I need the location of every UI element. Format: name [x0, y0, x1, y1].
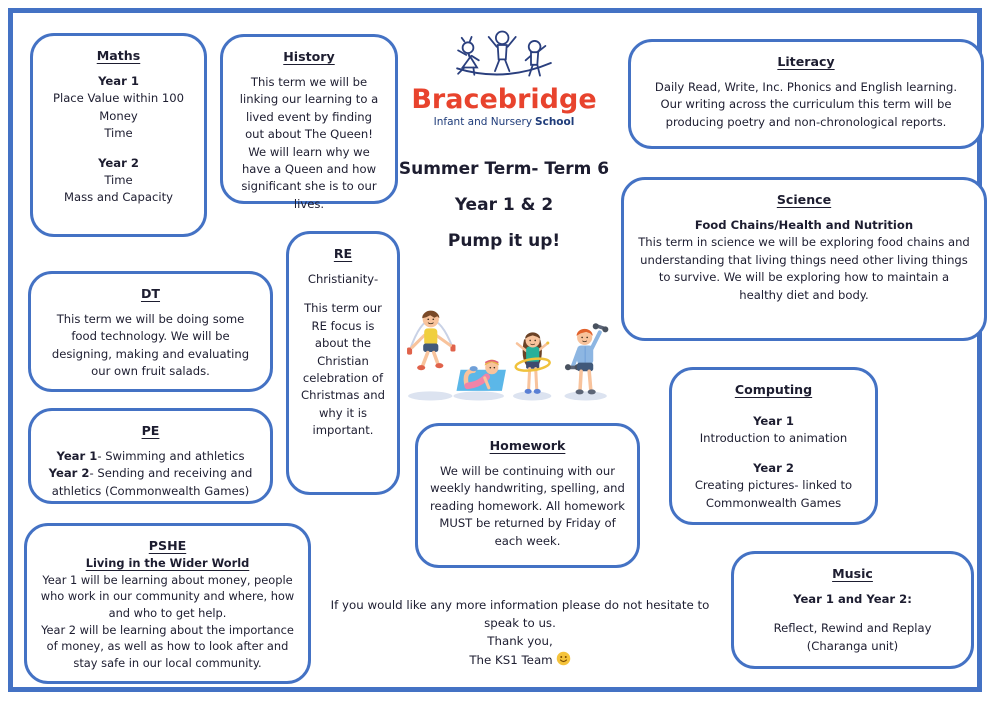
maths-year2-label: Year 2 — [98, 155, 139, 170]
literacy-body: Daily Read, Write, Inc. Phonics and English learning. Our writing across the curriculum this term will be producing poetry and non-chronological reports. — [654, 80, 958, 129]
term-title: Summer Term- Term 6 — [398, 159, 610, 179]
dt-section — [28, 271, 273, 392]
school-name: Bracebridge — [411, 84, 597, 115]
footer-note — [300, 597, 740, 672]
pshe-subtitle: Living in the Wider World — [85, 556, 250, 570]
footer-line-1: If you would like any more information please do not hesitate to — [330, 598, 710, 612]
girl-exercising-on-mat-figure — [456, 360, 505, 391]
footer-signature: The KS1 Team — [469, 652, 553, 667]
literacy-section — [628, 39, 984, 149]
pshe-body-year2: Year 2 will be learning about the importance of money, as well as how to look after and stay safe in our local community. — [41, 622, 294, 670]
science-body-wrap — [636, 217, 972, 304]
school-logo — [398, 26, 610, 128]
boy-skipping-rope-figure — [407, 311, 455, 371]
science-subtitle: Food Chains/Health and Nutrition — [694, 218, 914, 232]
science-body: This term in science we will be exploring food chains and understanding that living things need other living things to survive. We will be exploring how to maintain a healthy diet and body. — [638, 235, 970, 302]
homework-section — [415, 423, 640, 568]
school-subtitle-text: Infant and Nursery — [433, 116, 533, 129]
computing-year2-label: Year 2 — [753, 460, 794, 475]
pe-title: PE — [141, 423, 160, 438]
maths-title: Maths — [96, 48, 141, 63]
music-body-wrap — [746, 591, 959, 655]
literacy-title: Literacy — [777, 54, 835, 69]
maths-body — [45, 73, 192, 207]
computing-year1-text: Introduction to animation — [699, 431, 848, 446]
dt-body: This term we will be doing some food technology. We will be designing, making and evaluating our own fruit salads. — [51, 312, 250, 379]
pe-year1-text: - Swimming and athletics — [97, 449, 245, 463]
music-body: Reflect, Rewind and Replay (Charanga unit) — [773, 621, 932, 653]
pe-body — [43, 448, 258, 500]
computing-year2-text: Creating pictures- linked to Commonwealth Games — [694, 478, 853, 510]
history-title: History — [283, 49, 335, 64]
maths-year2-item: Time — [104, 172, 133, 187]
footer-line-4 — [300, 651, 740, 672]
pshe-body-wrap — [39, 555, 296, 671]
computing-body — [684, 407, 863, 512]
page-title — [368, 159, 640, 267]
pe-year2-label: Year 2 — [48, 466, 90, 481]
music-subtitle: Year 1 and Year 2: — [793, 592, 912, 606]
computing-title: Computing — [734, 382, 813, 397]
maths-year1-item: Time — [104, 126, 133, 141]
homework-title: Homework — [489, 438, 566, 453]
maths-year2-item: Mass and Capacity — [63, 190, 174, 205]
re-body: This term our RE focus is about the Christian celebration of Christmas and why it is important. — [301, 301, 385, 438]
computing-year1-label: Year 1 — [753, 414, 794, 428]
pshe-body-year1: Year 1 will be learning about money, people who work in our community and where, how and who to get help. — [40, 572, 295, 620]
science-title: Science — [776, 192, 832, 207]
music-section — [731, 551, 974, 669]
school-subtitle — [398, 116, 610, 128]
year-group-title: Year 1 & 2 — [454, 195, 554, 215]
children-exercising-illustration — [402, 288, 624, 406]
pshe-section — [24, 523, 311, 684]
girl-hula-hooping-figure — [515, 332, 551, 394]
music-title: Music — [832, 566, 873, 581]
pe-year2-text: - Sending and receiving and athletics (Commonwealth Games) — [51, 466, 253, 498]
footer-line-2: speak to us. — [484, 615, 556, 630]
homework-body: We will be continuing with our weekly handwriting, spelling, and reading homework. All homework MUST be returned by Friday of each week. — [430, 464, 625, 548]
topic-title: Pump it up! — [447, 231, 561, 251]
maths-section — [30, 33, 207, 237]
footer-line-3: Thank you, — [487, 633, 553, 648]
science-section — [621, 177, 987, 341]
jumping-children-line-art-icon — [398, 26, 610, 86]
pe-section — [28, 408, 273, 504]
boy-lifting-dumbbells-figure — [565, 323, 608, 394]
re-section — [286, 231, 400, 495]
computing-section — [669, 367, 878, 525]
re-title: RE — [333, 246, 353, 261]
maths-year1-item: Money — [99, 108, 138, 123]
pe-year1-label: Year 1 — [56, 449, 98, 463]
history-body: This term we will be linking our learning to a lived event by finding out about The Queen! We will learn why we have a Queen and how significant she is to our lives. — [239, 75, 379, 211]
school-subtitle-bold: School — [535, 116, 575, 129]
re-body-wrap — [297, 271, 389, 440]
maths-year1-item: Place Value within 100 — [52, 91, 184, 106]
re-subtitle: Christianity- — [307, 272, 379, 286]
dt-title: DT — [140, 286, 161, 301]
pshe-title: PSHE — [148, 538, 187, 553]
maths-year1-label: Year 1 — [98, 74, 139, 88]
smiley-icon — [556, 655, 571, 669]
